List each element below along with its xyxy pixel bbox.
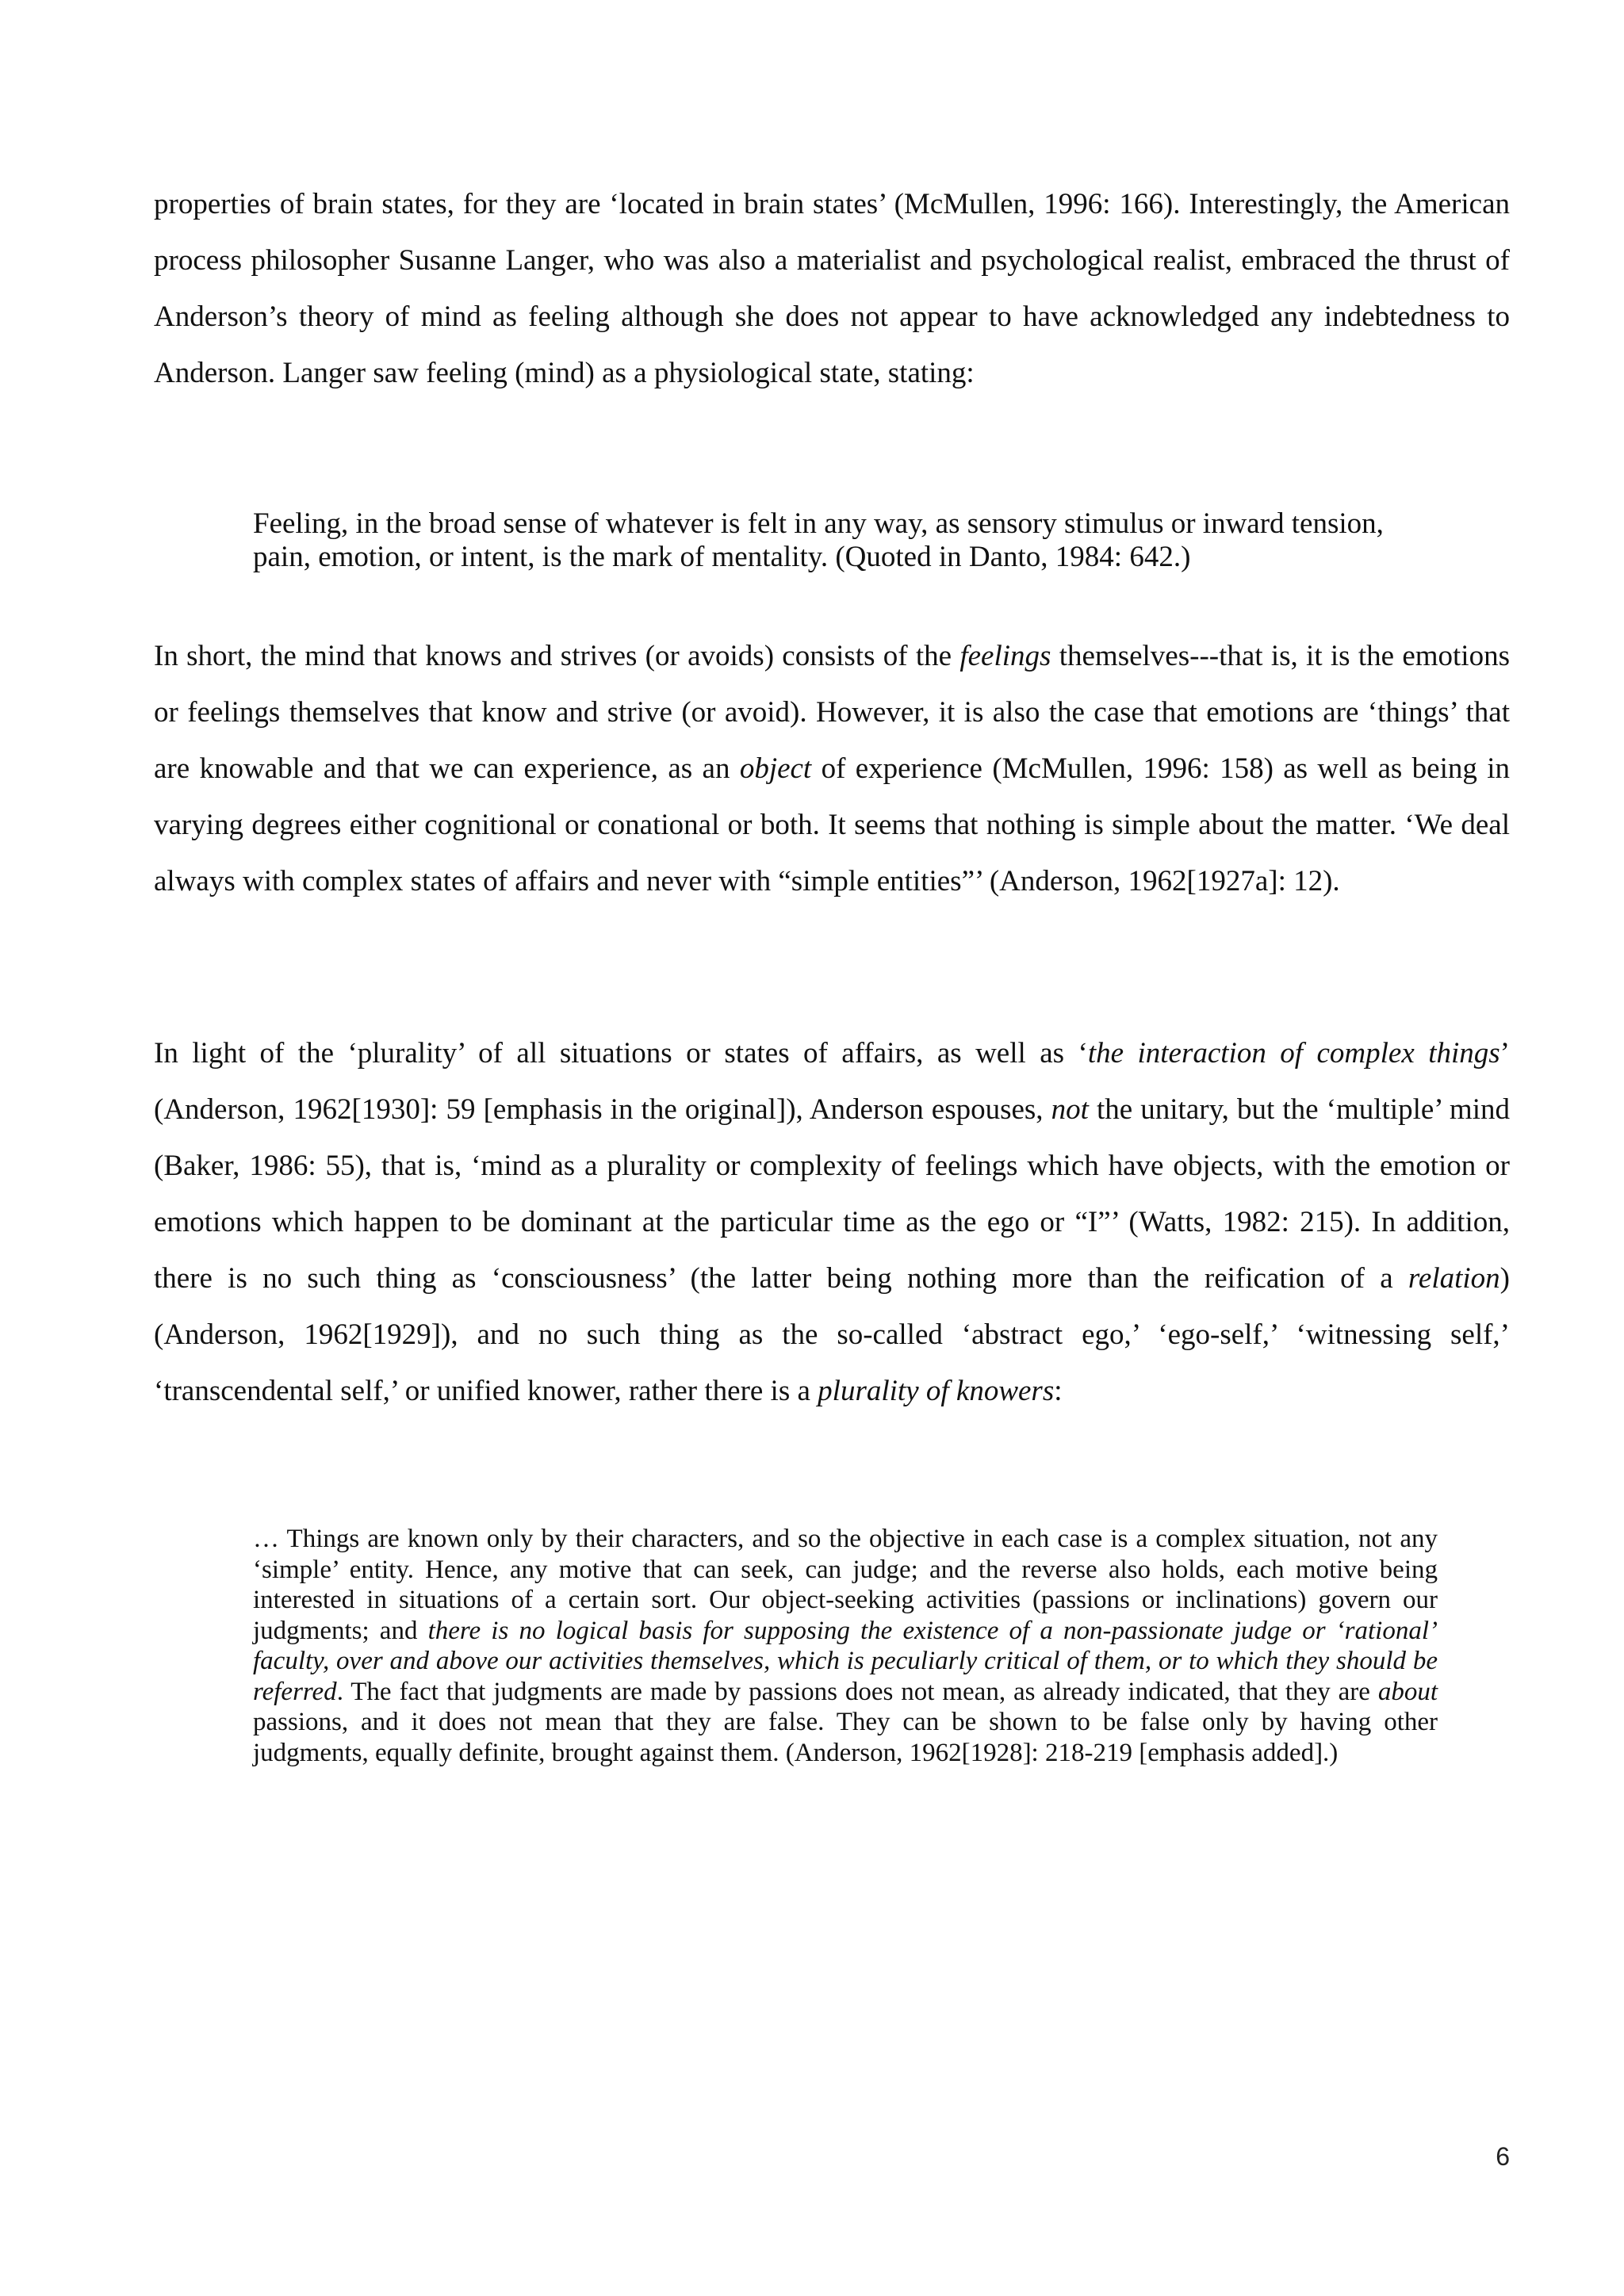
italic-text-segment: there is no logical basis for supposing the existence of a non-passionate judge or ‘rational’ faculty, over and above our activities themselves, which is peculiarly critical of them, or to which they should be referred: [253, 1616, 1438, 1706]
block-quote-anderson: [253, 1524, 1438, 1768]
italic-text-segment: about: [1377, 1677, 1438, 1706]
block-quote-langer: [253, 507, 1438, 574]
italic-text-segment: relation: [1408, 1262, 1500, 1295]
text-segment: Feeling, in the broad sense of whatever is felt in any way, as sensory stimulus or inward tension, pain, emotion, or intent, is the mark of mentality. (Quoted in Danto, 1984: 642.): [253, 507, 1384, 573]
text-segment: … Things are known only by their characters, and so the objective in each case is a complex situation, not any ‘simple’ entity. Hence, any motive that can seek, can judge; and the reverse also holds, each motive being interested in situations of a certain sort. Our object-seeking activities (passions or inclinations) govern our judgments; and: [253, 1525, 1438, 1645]
italic-text-segment: object: [739, 752, 812, 785]
text-segment: passions, and it does not mean that they are false. They can be shown to be false only by having other judgments, equally definite, brought against them. (Anderson, 1962[1928]: 218-219 [emphasis added].): [253, 1708, 1438, 1767]
text-segment: :: [1054, 1375, 1063, 1407]
text-segment: the unitary, but the ‘multiple’ mind (Baker, 1986: 55), that is, ‘mind as a plurality or complexity of feelings which have objects, with the emotion or emotions which happen to be dominant at the particular time as the ego or “I”’ (Watts, 1982: 215). In addition, there is no such thing as ‘consciousness’ (the latter being nothing more than the reification of a: [154, 1093, 1510, 1295]
body-paragraph-1: [154, 176, 1510, 401]
text-segment: ’ (Anderson, 1962[1930]: 59 [emphasis in the original]), Anderson espouses,: [154, 1037, 1510, 1126]
text-segment: ) (Anderson, 1962[1929]), and no such thing as the so-called ‘abstract ego,’ ‘ego-self,’ ‘witnessing self,’ ‘transcendental self,’ or unified knower, rather there is a: [154, 1262, 1510, 1407]
text-segment: of experience (McMullen, 1996: 158) as well as being in varying degrees either cognitional or conational or both. It seems that nothing is simple about the matter. ‘We deal always with complex states of affairs and never with “simple entities”’ (Anderson, 1962[1927a]: 12).: [154, 752, 1510, 897]
body-paragraph-3: [154, 1025, 1510, 1419]
text-segment: properties of brain states, for they are ‘located in brain states’ (McMullen, 1996: 166). Interestingly, the American process philosopher Susanne Langer, who was also a materialist and psychological realist, embraced the thrust of Anderson’s theory of mind as feeling although she does not appear to have acknowledged any indebtedness to Anderson. Langer saw feeling (mind) as a physiological state, stating:: [154, 188, 1510, 389]
italic-text-segment: the interaction of complex things: [1087, 1037, 1500, 1070]
page-number: 6: [1496, 2142, 1510, 2171]
text-segment: . The fact that judgments are made by passions does not mean, as already indicated, that they are: [336, 1677, 1378, 1706]
italic-text-segment: feelings: [959, 640, 1051, 672]
text-segment: In short, the mind that knows and strives (or avoids) consists of the: [154, 640, 960, 672]
italic-text-segment: plurality of knowers: [818, 1375, 1055, 1407]
text-segment: themselves---that is, it is the emotions or feelings themselves that know and strive (or avoid). However, it is also the case that emotions are ‘things’ that are knowable and that we can experience, as an: [154, 640, 1510, 785]
body-paragraph-2: [154, 628, 1510, 909]
italic-text-segment: not: [1051, 1093, 1089, 1126]
text-segment: In light of the ‘plurality’ of all situations or states of affairs, as well as ‘: [154, 1037, 1088, 1070]
